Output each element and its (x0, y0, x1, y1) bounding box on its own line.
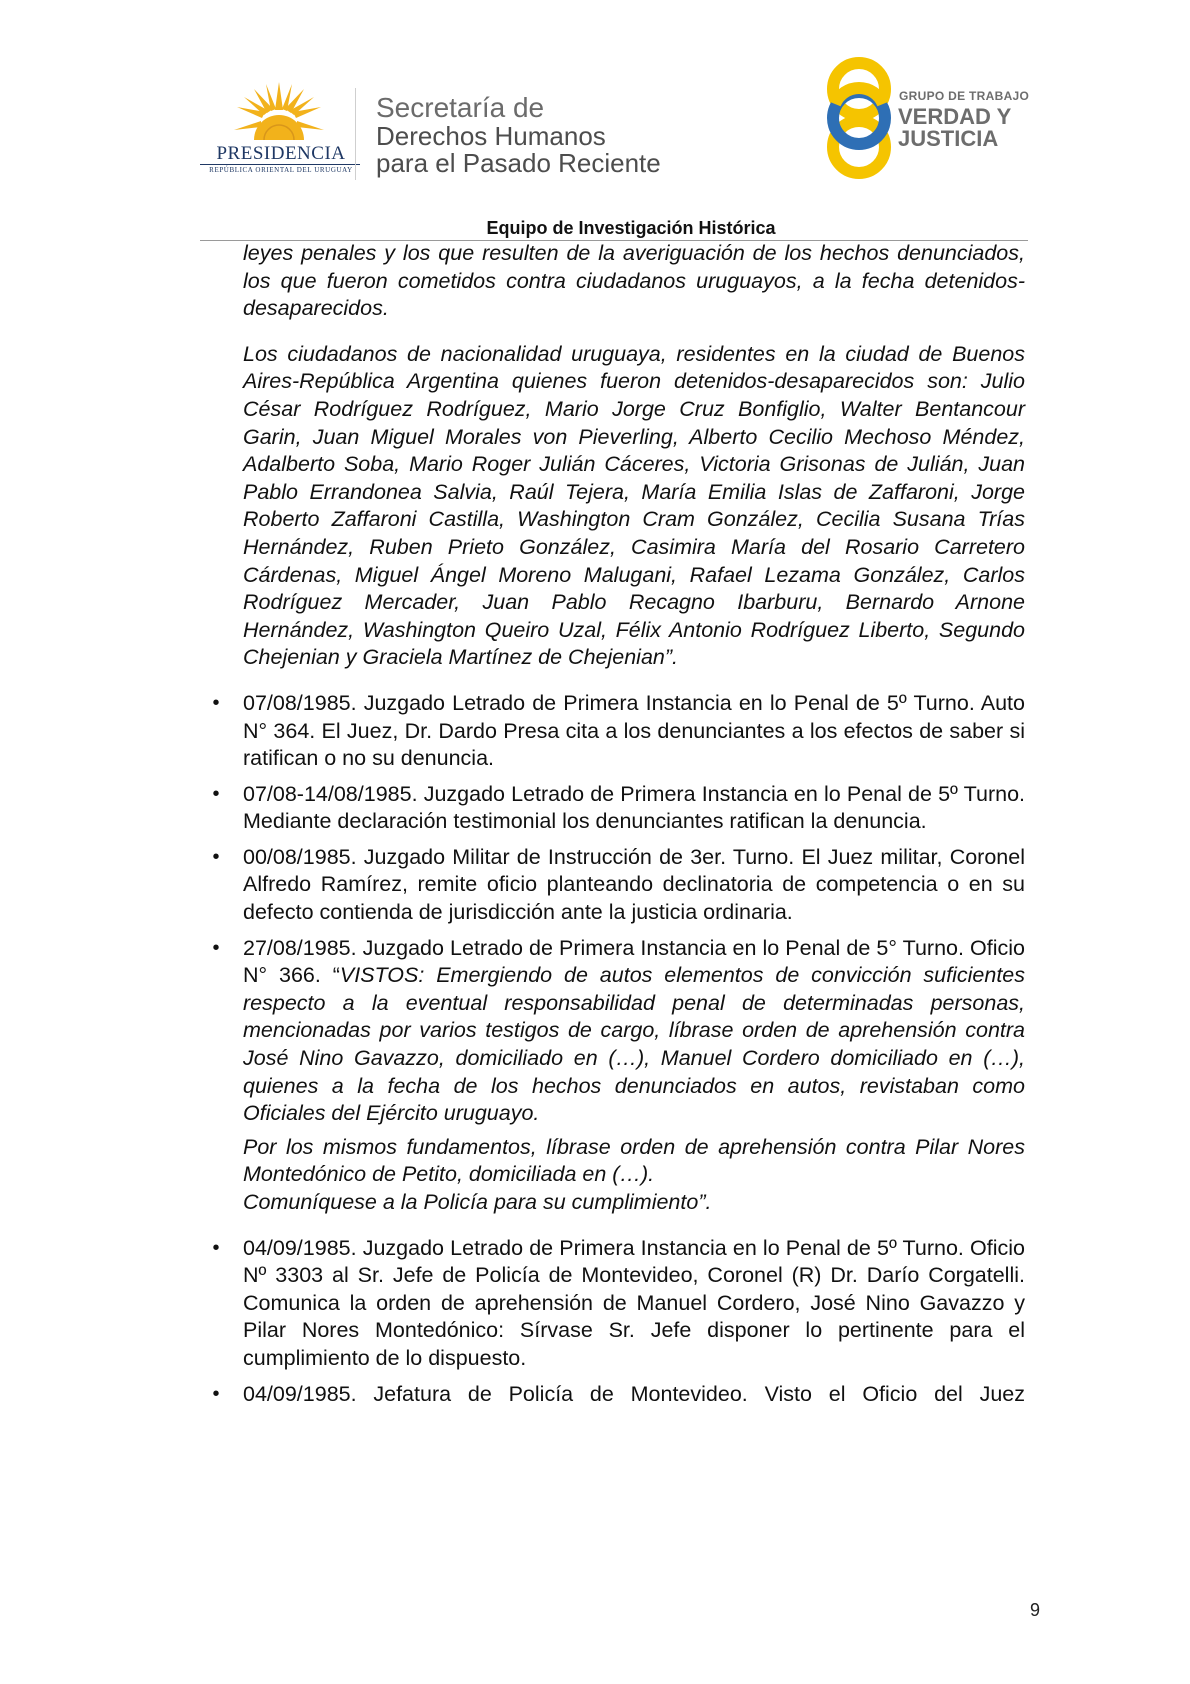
presidencia-subtitle: REPÚBLICA ORIENTAL DEL URUGUAY (209, 166, 353, 174)
bullet-icon: • (212, 845, 220, 868)
grupo-label: GRUPO DE TRABAJO (899, 89, 1030, 103)
list-item-text: 04/09/1985. Jefatura de Policía de Montevideo. Visto el Oficio del Juez (243, 1381, 1025, 1406)
quoted-resolution-2: Por los mismos fundamentos, líbrase orden de aprehensión contra Pilar Nores Montedónico de Petito, domiciliada en (…). (243, 1134, 1025, 1187)
list-item-lead: 27/08/1985. Juzgado Letrado de Primera Instancia en lo Penal de 5° Turno. Oficio N° 366. “ (243, 935, 1025, 988)
bullet-icon: • (212, 1236, 220, 1259)
secretaria-line1: Secretaría de (376, 92, 545, 123)
grupo-title-line1: VERDAD Y (898, 104, 1012, 129)
grupo-title-line2: JUSTICIA (898, 126, 999, 151)
presidencia-sun-logo (234, 80, 324, 142)
bullet-icon: • (212, 1382, 220, 1405)
bullet-icon: • (212, 936, 220, 959)
list-item-text (243, 935, 1025, 1128)
presidencia-rule (200, 164, 360, 165)
team-heading: Equipo de Investigación Histórica (486, 218, 776, 238)
secretaria-line3: para el Pasado Reciente (376, 148, 661, 178)
list-item (212, 935, 1025, 1217)
list-item-text: 07/08-14/08/1985. Juzgado Letrado de Primera Instancia en lo Penal de 5º Turno. Mediante declaración testimonial los denunciantes ratifican la denuncia. (243, 781, 1025, 834)
list-item (212, 1235, 1025, 1373)
list-item (212, 844, 1025, 927)
page-number: 9 (1029, 1600, 1040, 1620)
list-item-text: 04/09/1985. Juzgado Letrado de Primera Instancia en lo Penal de 5º Turno. Oficio Nº 3303 al Sr. Jefe de Policía de Montevideo, Coronel (R) Dr. Darío Corgatelli. Comunica la orden de aprehensión de Manuel Cordero, José Nino Gavazzo y Pilar Nores Montedónico: Sírvase Sr. Jefe disponer lo pertinente para el cumplimiento de lo dispuesto. (243, 1235, 1025, 1370)
quoted-resolution: VISTOS: Emergiendo de autos elementos de convicción suficientes respecto a la eventual responsabilidad penal de determinadas personas, mencionadas por varios testigos de cargo, líbrase orden de aprehensión contra José Nino Gavazzo, domiciliado en (…), Manuel Cordero domiciliado en (…), quienes a la fecha de los hechos denunciados en autos, revistaban como Oficiales del Ejército uruguayo. (243, 963, 1025, 1126)
document-body (212, 240, 1025, 1408)
list-item (212, 690, 1025, 773)
bullet-icon: • (212, 691, 220, 714)
presidencia-name: PRESIDENCIA (216, 143, 346, 164)
paragraph-2: Los ciudadanos de nacionalidad uruguaya, residentes en la ciudad de Buenos Aires-República Argentina quienes fueron detenidos-desaparecidos son: Julio César Rodríguez Rodríguez, Mario Jorge Cruz Bonfiglio, Walter Bentancour Garin, Juan Miguel Morales von Pieverling, Alberto Cecilio Mechoso Méndez, Adalberto Soba, Mario Roger Julián Cáceres, Victoria Grisonas de Julián, Juan Pablo Errandonea Salvia, Raúl Tejera, María Emilia Islas de Zaffaroni, Jorge Roberto Zaffaroni Castilla, Washington Cram González, Cecilia Susana Trías Hernández, Ruben Prieto González, Casimira María del Rosario Carretero Cárdenas, Miguel Ángel Moreno Malugani, Rafael Lezama González, Carlos Rodríguez Mercader, Juan Pablo Recagno Ibarburu, Bernardo Arnone Hernández, Washington Queiro Uzal, Félix Antonio Rodríguez Liberto, Segundo Chejenian y Graciela Martínez de Chejenian”. (243, 341, 1025, 670)
letterhead (0, 0, 1190, 240)
list-item (212, 1381, 1025, 1409)
quoted-resolution-3: Comuníquese a la Policía para su cumplimiento”. (243, 1190, 712, 1214)
secretaria-line2: Derechos Humanos (376, 121, 606, 151)
list-item-text: 00/08/1985. Juzgado Militar de Instrucción de 3er. Turno. El Juez militar, Coronel Alfredo Ramírez, remite oficio planteando declinatoria de competencia o en su defecto contienda de jurisdicción ante la justicia ordinaria. (243, 844, 1025, 925)
list-item-text: 07/08/1985. Juzgado Letrado de Primera Instancia en lo Penal de 5º Turno. Auto N° 364. El Juez, Dr. Dardo Presa cita a los denunciantes a los efectos de saber si ratifican o no su denuncia. (243, 690, 1025, 771)
verdad-justicia-rings-logo (818, 56, 900, 180)
bullet-icon: • (212, 782, 220, 805)
paragraph-1: leyes penales y los que resulten de la averiguación de los hechos denunciados, los que fueron cometidos contra ciudadanos uruguayos, a la fecha detenidos-desaparecidos. (243, 241, 1025, 321)
list-item (212, 781, 1025, 836)
logo-divider (355, 88, 356, 180)
